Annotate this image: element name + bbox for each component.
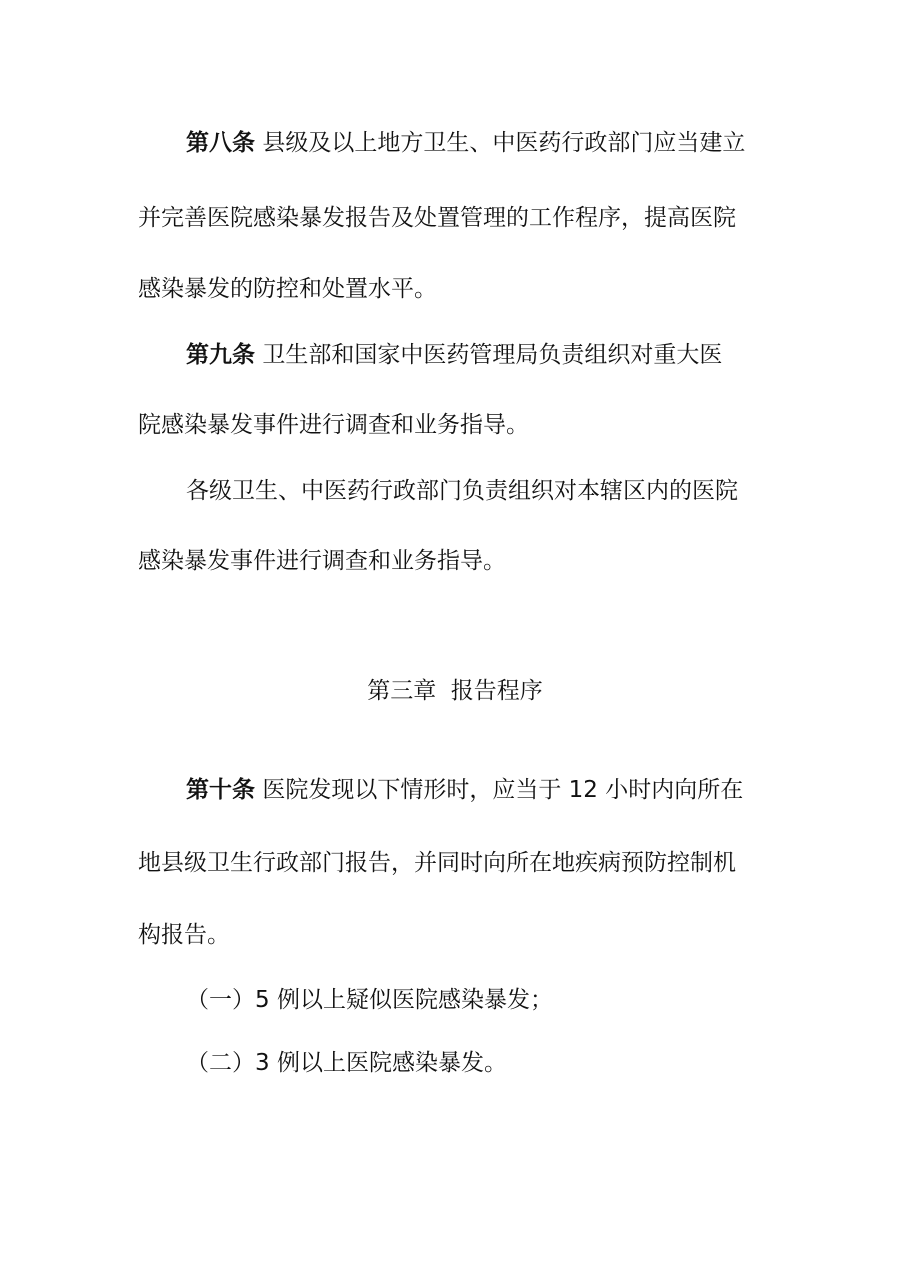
article-8-line-3: 感染暴发的防控和处置水平。 <box>138 276 437 302</box>
article-10-text-1: 医院发现以下情形时，应当于 12 小时内向所在 <box>262 777 744 803</box>
chapter-3-title-text: 第三章 报告程序 <box>367 678 543 704</box>
article-8-line-1 <box>186 128 826 158</box>
article-9-para2-line-2: 感染暴发事件进行调查和业务指导。 <box>138 548 506 574</box>
article-8-label: 第八条 <box>186 130 255 156</box>
article-9-line-1 <box>186 340 826 370</box>
chapter-3-title <box>0 676 910 706</box>
article-9-para2-line-1: 各级卫生、中医药行政部门负责组织对本辖区内的医院 <box>186 478 738 504</box>
article-10-line-1 <box>186 775 826 805</box>
article-8-text-1: 县级及以上地方卫生、中医药行政部门应当建立 <box>262 130 746 156</box>
article-9-text-1: 卫生部和国家中医药管理局负责组织对重大医 <box>262 342 723 368</box>
article-10-label: 第十条 <box>186 777 255 803</box>
article-9-label: 第九条 <box>186 342 255 368</box>
article-8-line-2: 并完善医院感染暴发报告及处置管理的工作程序，提高医院 <box>138 205 736 231</box>
article-10-line-2: 地县级卫生行政部门报告，并同时向所在地疾病预防控制机 <box>138 850 736 876</box>
article-10-line-3: 构报告。 <box>138 922 230 948</box>
article-9-line-2: 院感染暴发事件进行调查和业务指导。 <box>138 412 529 438</box>
article-10-item-2: （二）3 例以上医院感染暴发。 <box>186 1050 507 1076</box>
article-10-item-1: （一）5 例以上疑似医院感染暴发； <box>186 987 553 1013</box>
